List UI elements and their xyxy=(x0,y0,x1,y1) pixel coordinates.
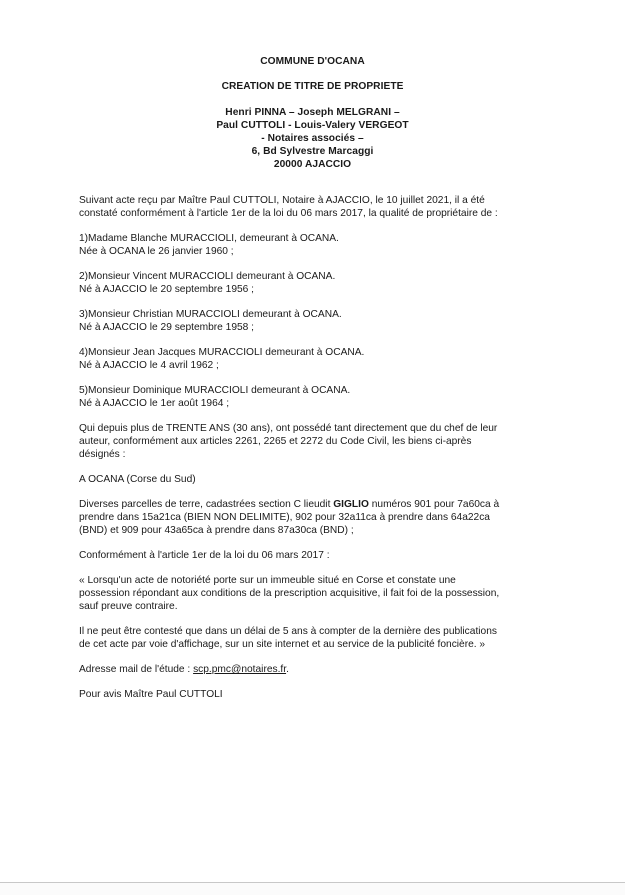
owner-1-identity: 1)Madame Blanche MURACCIOLI, demeurant à OCANA. xyxy=(79,233,339,244)
quote-1-line-3: sauf preuve contraire. xyxy=(79,601,178,612)
conformity-paragraph xyxy=(79,549,554,562)
owner-3 xyxy=(79,308,554,334)
owner-3-birth: Né à AJACCIO le 29 septembre 1958 ; xyxy=(79,322,254,333)
quote-2-line-2: de cet acte par voie d'affichage, sur un site internet et au service de la publicité foncière. » xyxy=(79,639,486,650)
owner-2 xyxy=(79,270,554,296)
owner-2-identity: 2)Monsieur Vincent MURACCIOLI demeurant à OCANA. xyxy=(79,271,336,282)
parcels-line-3: (BND) et 909 pour 43a65ca à prendre dans 87a30ca (BND) ; xyxy=(79,525,354,536)
parcels-line-2: prendre dans 15a21ca (BIEN NON DELIMITE), 902 pour 32a11ca à prendre dans 64a22ca xyxy=(79,512,490,523)
lieudit-name: GIGLIO xyxy=(333,499,369,510)
quote-1-line-1: « Lorsqu'un acte de notoriété porte sur un immeuble situé en Corse et constate une xyxy=(79,575,456,586)
location-text: A OCANA (Corse du Sud) xyxy=(79,474,196,485)
owner-5 xyxy=(79,384,554,410)
page-bottom-strip xyxy=(0,883,625,895)
possession-line-1: Qui depuis plus de TRENTE ANS (30 ans), ont possédé tant directement que du chef de leur xyxy=(79,423,498,434)
intro-paragraph xyxy=(79,194,554,220)
parcels-paragraph xyxy=(79,498,554,537)
notaries-line-2: Paul CUTTOLI - Louis-Valery VERGEOT xyxy=(216,120,409,131)
notaries-line-3: - Notaires associés – xyxy=(261,133,364,144)
owner-4-identity: 4)Monsieur Jean Jacques MURACCIOLI demeurant à OCANA. xyxy=(79,347,365,358)
owner-4-birth: Né à AJACCIO le 4 avril 1962 ; xyxy=(79,360,219,371)
document-header xyxy=(0,55,625,171)
contact-line xyxy=(79,663,554,676)
owner-5-identity: 5)Monsieur Dominique MURACCIOLI demeurant à OCANA. xyxy=(79,385,351,396)
quote-1-line-2: possession répondant aux conditions de la prescription acquisitive, il fait foi de la possession, xyxy=(79,588,500,599)
intro-line-2: constaté conformément à l'article 1er de la loi du 06 mars 2017, la qualité de propriétaire de : xyxy=(79,208,498,219)
quote-2-line-1: Il ne peut être contesté que dans un délai de 5 ans à compter de la dernière des publications xyxy=(79,626,497,637)
contact-paragraph xyxy=(79,663,554,676)
document-title: CREATION DE TITRE DE PROPRIETE xyxy=(221,81,404,92)
email-link[interactable]: scp.pmc@notaires.fr xyxy=(193,664,287,675)
contact-suffix: . xyxy=(286,664,289,675)
parcels-line-1-start: Diverses parcelles de terre, cadastrées section C lieudit xyxy=(79,499,334,510)
location-paragraph xyxy=(79,473,554,486)
owner-5-birth: Né à AJACCIO le 1er août 1964 ; xyxy=(79,398,230,409)
owner-2-birth: Né à AJACCIO le 20 septembre 1956 ; xyxy=(79,284,254,295)
quote-paragraph-1 xyxy=(79,574,554,613)
intro-line-1: Suivant acte reçu par Maître Paul CUTTOLI, Notaire à AJACCIO, le 10 juillet 2021, il a été xyxy=(79,195,485,206)
document-body xyxy=(79,194,554,713)
conformity-text: Conformément à l'article 1er de la loi du 06 mars 2017 : xyxy=(79,550,330,561)
possession-line-2: auteur, conformément aux articles 2261, 2265 et 2272 du Code Civil, les biens ci-après xyxy=(79,436,472,447)
address-line-1: 6, Bd Sylvestre Marcaggi xyxy=(251,146,374,157)
commune-title: COMMUNE D'OCANA xyxy=(260,56,365,67)
quote-paragraph-2 xyxy=(79,625,554,651)
owner-1 xyxy=(79,232,554,258)
possession-paragraph xyxy=(79,422,554,461)
parcels-line-1 xyxy=(79,498,554,511)
owner-3-identity: 3)Monsieur Christian MURACCIOLI demeurant à OCANA. xyxy=(79,309,342,320)
signature-text: Pour avis Maître Paul CUTTOLI xyxy=(79,689,223,700)
owner-1-birth: Née à OCANA le 26 janvier 1960 ; xyxy=(79,246,234,257)
contact-label: Adresse mail de l'étude : xyxy=(79,664,194,675)
notaries-line-1: Henri PINNA – Joseph MELGRANI – xyxy=(225,107,400,118)
possession-line-3: désignés : xyxy=(79,449,126,460)
address-line-2: 20000 AJACCIO xyxy=(273,159,352,170)
owner-4 xyxy=(79,346,554,372)
signature-paragraph xyxy=(79,688,554,701)
parcels-line-1-end: numéros 901 pour 7a60ca à xyxy=(368,499,500,510)
